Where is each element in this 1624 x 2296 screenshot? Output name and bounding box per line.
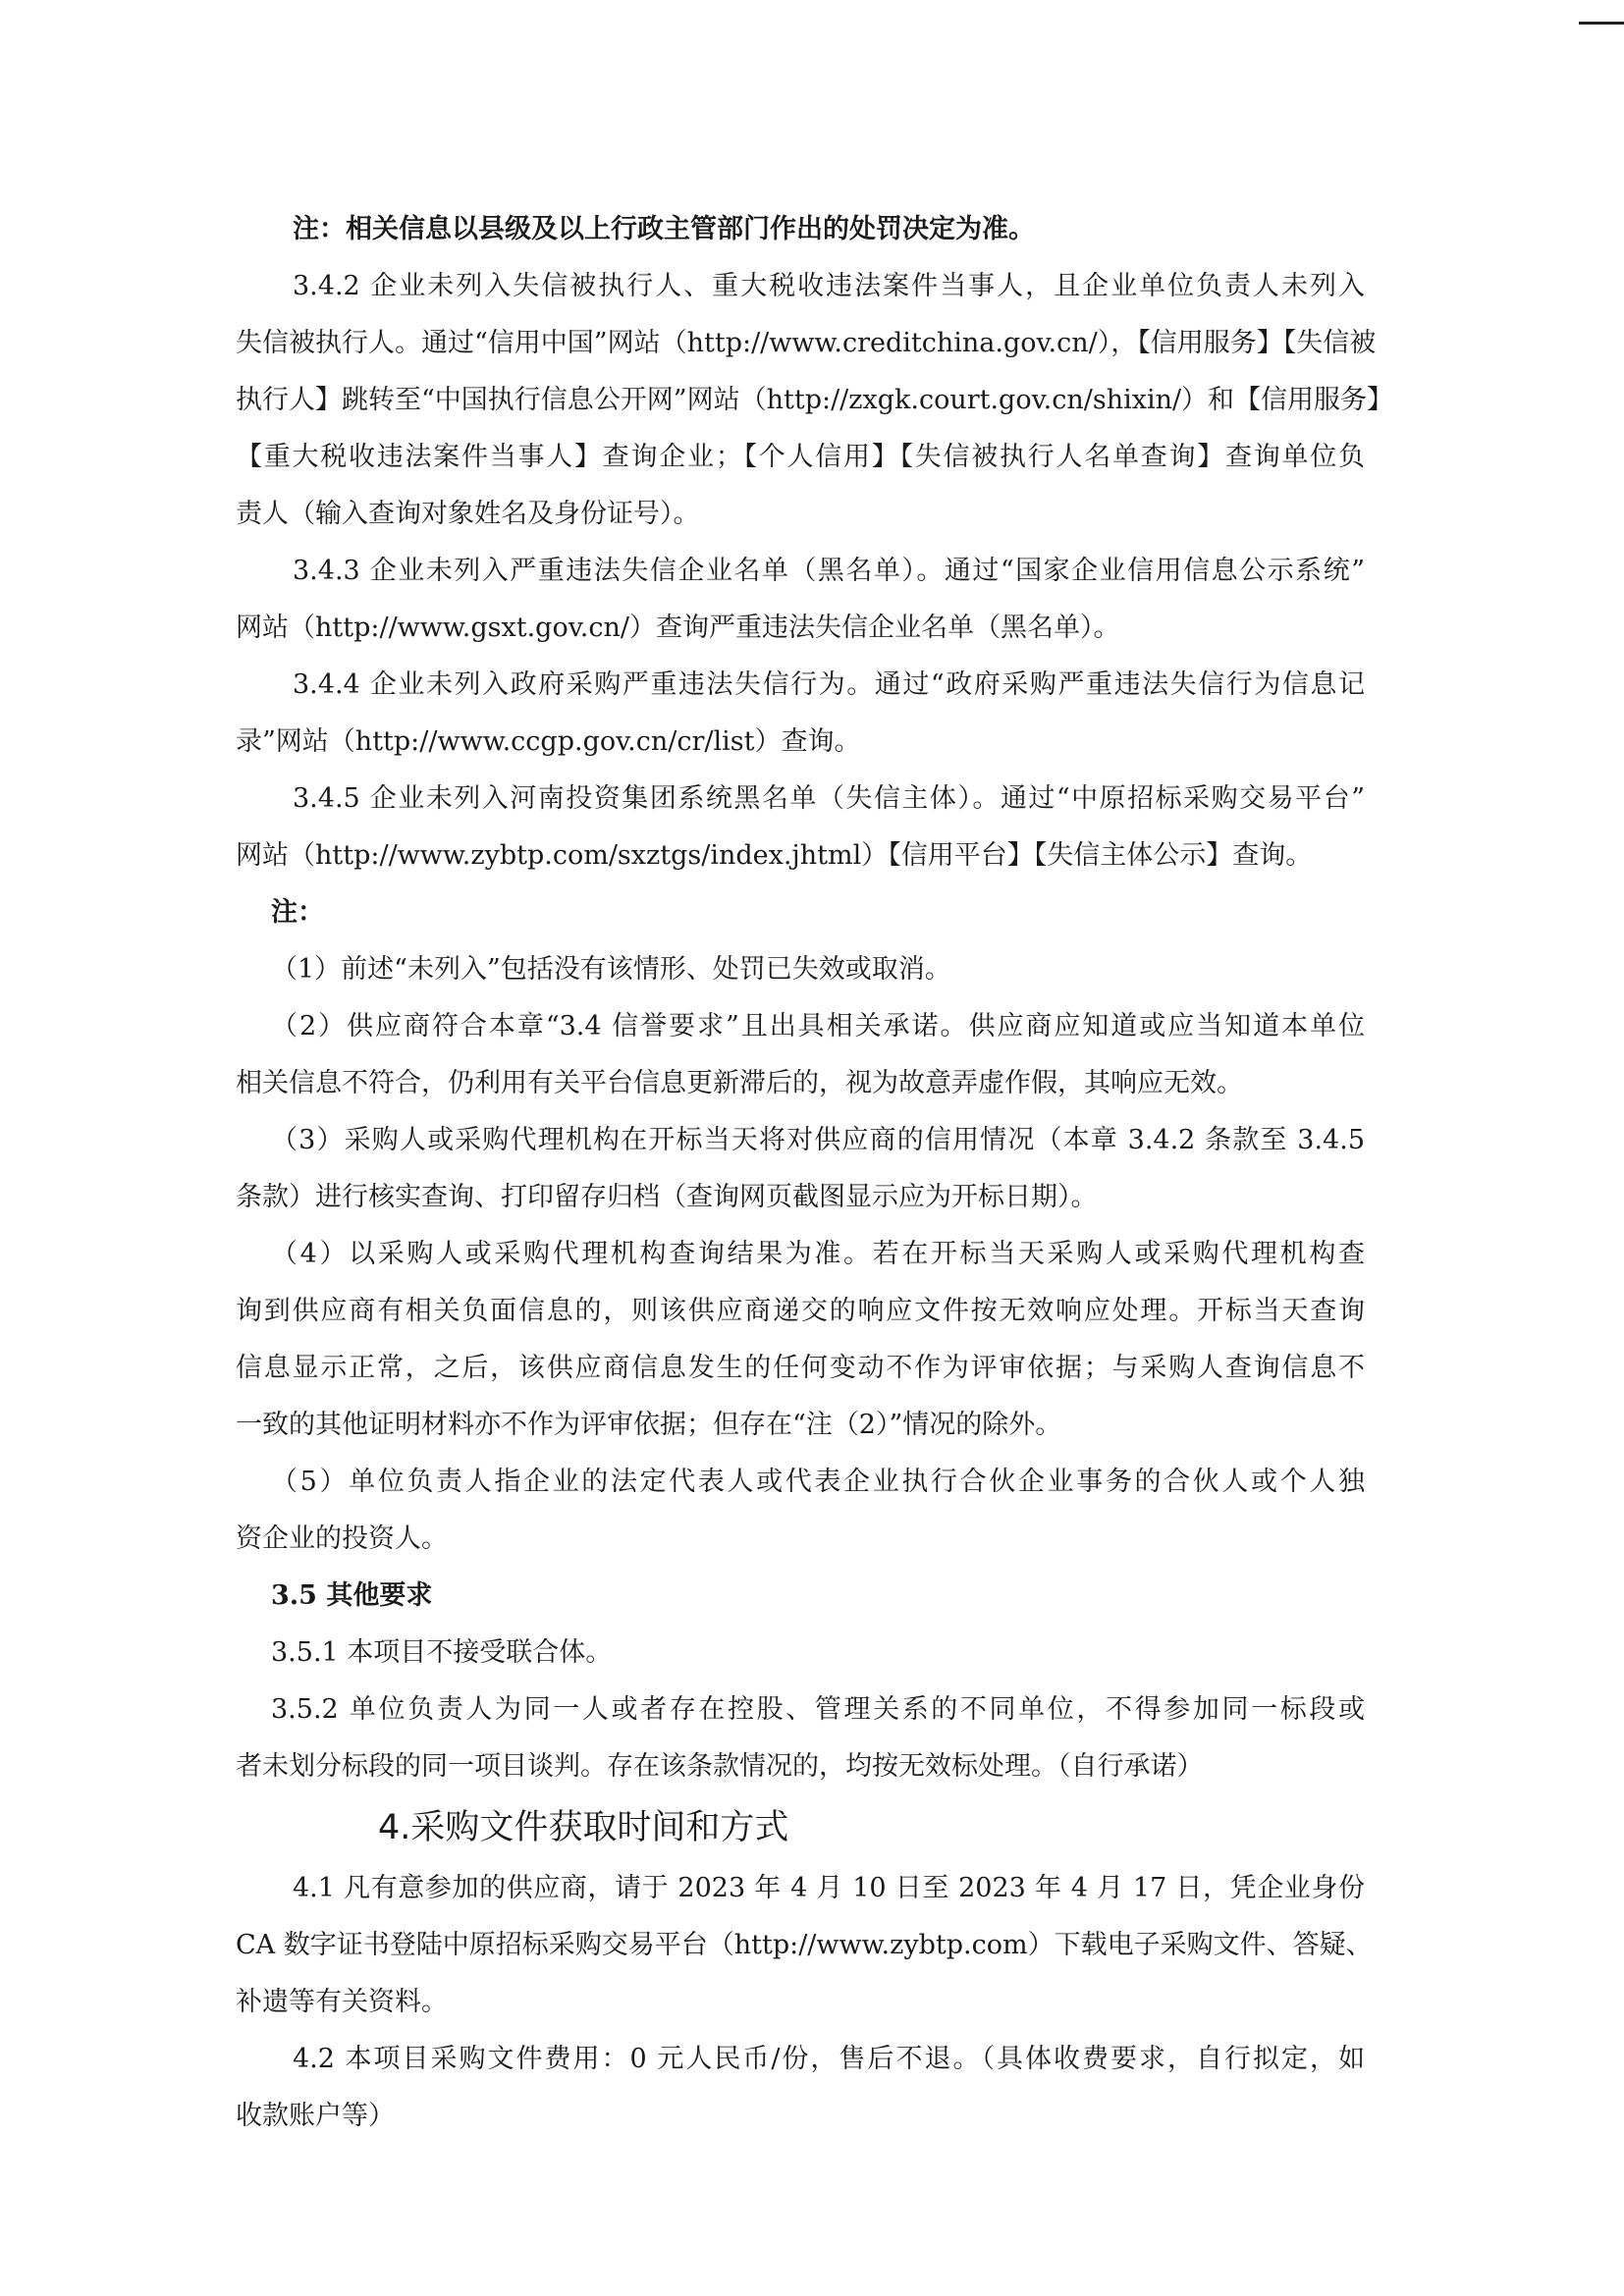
paragraph-line: 一致的其他证明材料亦不作为评审依据；但存在“注（2）”情况的除外。	[236, 1410, 1062, 1440]
note-header: 注：相关信息以县级及以上行政主管部门作出的处罚决定为准。	[293, 214, 1035, 244]
note-item: （3）采购人或采购代理机构在开标当天将对供应商的信用情况（本章 3.4.2 条款至 3.4.5	[271, 1125, 1365, 1155]
paragraph-line: 4.2 本项目采购文件费用：0 元人民币/份，售后不退。（具体收费要求，自行拟定，如	[293, 2044, 1365, 2074]
edge-mark	[1579, 22, 1624, 25]
paragraph-line: 相关信息不符合，仍利用有关平台信息更新滞后的，视为故意弄虚作假，其响应无效。	[236, 1068, 1243, 1098]
paragraph-line: 3.4.5 企业未列入河南投资集团系统黑名单（失信主体）。通过“中原招标采购交易平台”	[293, 783, 1365, 814]
note-item: （1）前述“未列入”包括没有该情形、处罚已失效或取消。	[271, 954, 951, 985]
paragraph-line: 网站（http://www.zybtp.com/sxztgs/index.jhtml）【信用平台】【失信主体公示】查询。	[236, 840, 1313, 871]
note-item: （4）以采购人或采购代理机构查询结果为准。若在开标当天采购人或采购代理机构查	[271, 1239, 1365, 1269]
paragraph-line: 责人（输入查询对象姓名及身份证号）。	[236, 499, 700, 529]
paragraph-line: 者未划分标段的同一项目谈判。存在该条款情况的，均按无效标处理。（自行承诺）	[236, 1751, 1204, 1782]
section-heading: 3.5 其他要求	[271, 1580, 433, 1611]
paragraph-line: 录”网站（http://www.ccgp.gov.cn/cr/list）查询。	[236, 726, 861, 757]
paragraph-line: 【重大税收违法案件当事人】查询企业；【个人信用】【失信被执行人名单查询】查询单位负	[236, 442, 1365, 472]
paragraph-line: 3.4.4 企业未列入政府采购严重违法失信行为。通过“政府采购严重违法失信行为信息记	[293, 669, 1365, 700]
note-item: （5）单位负责人指企业的法定代表人或代表企业执行合伙企业事务的合伙人或个人独	[271, 1467, 1365, 1497]
paragraph-line: 3.5.2 单位负责人为同一人或者存在控股、管理关系的不同单位，不得参加同一标段或	[271, 1694, 1365, 1725]
paragraph-line: 3.4.2 企业未列入失信被执行人、重大税收违法案件当事人，且企业单位负责人未列入	[293, 271, 1365, 301]
note-label: 注：	[271, 897, 324, 928]
paragraph-line: 3.4.3 企业未列入严重违法失信企业名单（黑名单）。通过“国家企业信用信息公示系统”	[293, 556, 1365, 586]
paragraph-line: 询到供应商有相关负面信息的，则该供应商递交的响应文件按无效响应处理。开标当天查询	[236, 1296, 1365, 1326]
paragraph-line: 失信被执行人。通过“信用中国”网站（http://www.creditchina.gov.cn/），【信用服务】【失信被	[236, 328, 1377, 358]
paragraph-line: 收款账户等）	[236, 2101, 395, 2131]
paragraph-line: 信息显示正常，之后，该供应商信息发生的任何变动不作为评审依据；与采购人查询信息不	[236, 1353, 1365, 1383]
paragraph-line: 4.1 凡有意参加的供应商，请于 2023 年 4 月 10 日至 2023 年 4 月 17 日，凭企业身份	[293, 1873, 1365, 1903]
paragraph-line: 条款）进行核实查询、打印留存归档（查询网页截图显示应为开标日期）。	[236, 1182, 1098, 1212]
paragraph-line: CA 数字证书登陆中原招标采购交易平台（http://www.zybtp.com）下载电子采购文件、答疑、	[236, 1930, 1373, 1960]
note-item: （2）供应商符合本章“3.4 信誉要求”且出具相关承诺。供应商应知道或应当知道本单位	[271, 1011, 1365, 1041]
paragraph-line: 网站（http://www.gsxt.gov.cn/）查询严重违法失信企业名单（黑名单）。	[236, 613, 1120, 643]
document-body	[236, 201, 1394, 2145]
chapter-heading: 4.采购文件获取时间和方式	[378, 1808, 789, 1847]
paragraph-line: 执行人】跳转至“中国执行信息公开网”网站（http://zxgk.court.gov.cn/shixin/）和【信用服务】	[236, 385, 1394, 415]
paragraph-line: 补遗等有关资料。	[236, 1987, 448, 2017]
paragraph-line: 3.5.1 本项目不接受联合体。	[271, 1637, 613, 1668]
paragraph-line: 资企业的投资人。	[236, 1523, 448, 1554]
